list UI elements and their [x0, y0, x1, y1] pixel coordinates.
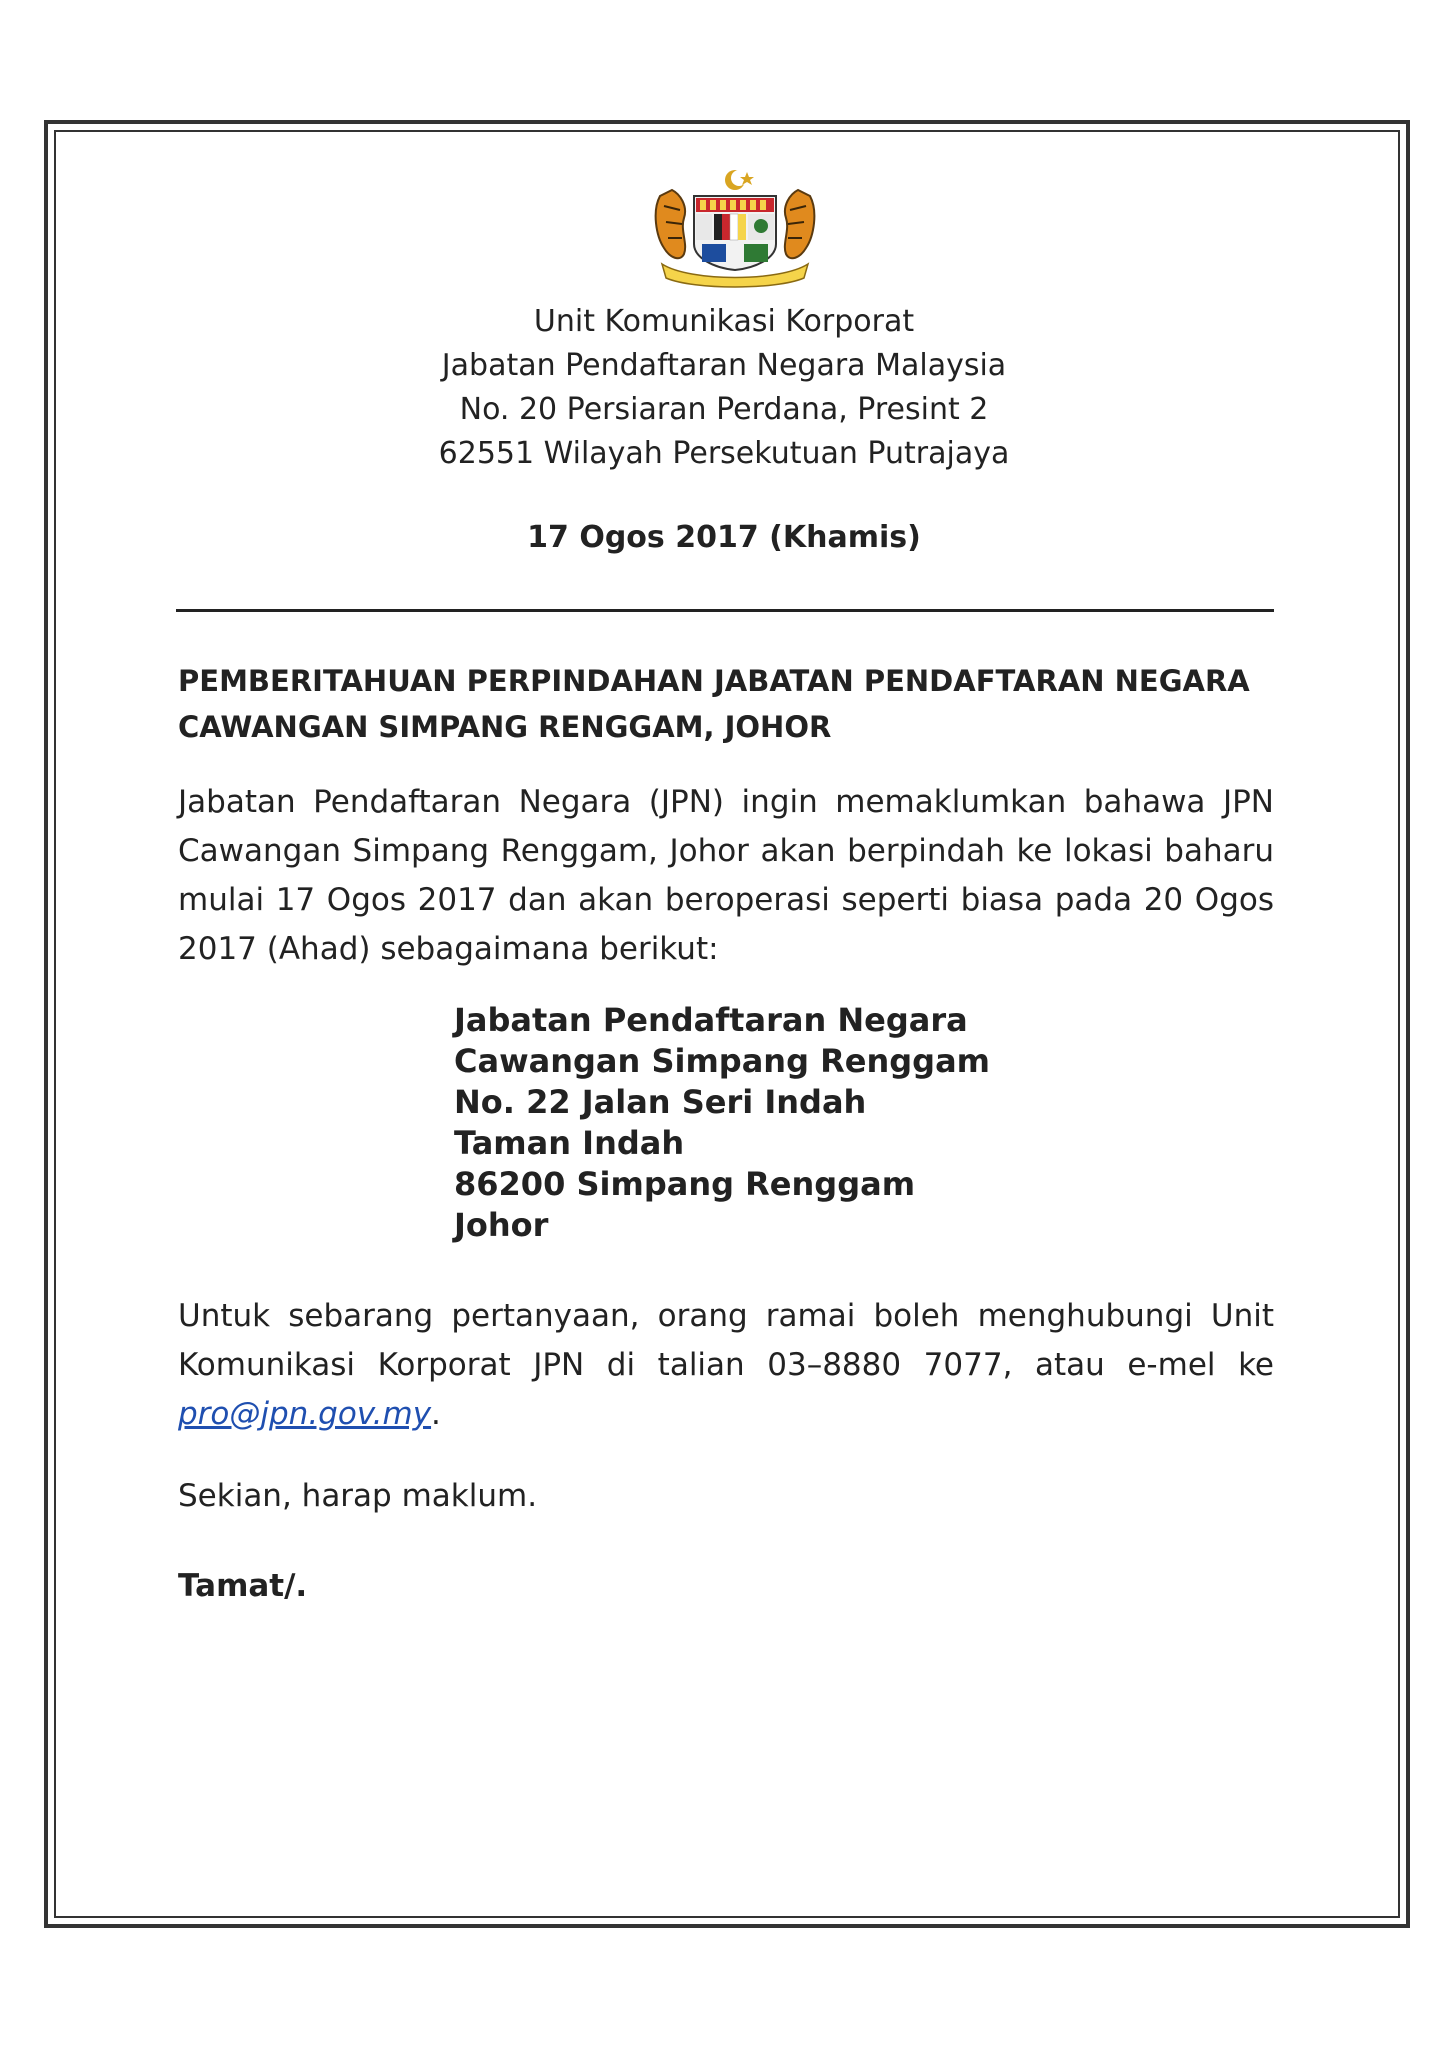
contact-paragraph [178, 1292, 1274, 1439]
new-address-block [454, 1000, 990, 1246]
announcement-paragraph: Jabatan Pendaftaran Negara (JPN) ingin memaklumkan bahawa JPN Cawangan Simpang Renggam, Johor akan berpindah ke lokasi baharu mulai 17 Ogos 2017 dan akan beroperasi seperti biasa pada 20 Ogos 2017 (Ahad) sebagaimana berikut: [178, 784, 1274, 967]
contact-text: Untuk sebarang pertanyaan, orang ramai boleh menghubungi Unit Komunikasi Korporat JPN di talian 03–8880 7077, atau e-mel ke [178, 1298, 1274, 1383]
notice-title [178, 658, 1274, 750]
header-line-street: No. 20 Persiaran Perdana, Presint 2 [459, 392, 989, 427]
contact-period: . [431, 1396, 441, 1432]
address-line: 86200 Simpang Renggam [454, 1165, 916, 1203]
address-line: Johor [454, 1206, 549, 1244]
address-line: Jabatan Pendaftaran Negara [454, 1001, 968, 1039]
coat-of-arms-logo [650, 166, 820, 292]
header-line-postcode: 62551 Wilayah Persekutuan Putrajaya [438, 436, 1010, 471]
address-line: Cawangan Simpang Renggam [454, 1042, 990, 1080]
email-link[interactable]: pro@jpn.gov.my [178, 1396, 432, 1432]
document-date: 17 Ogos 2017 (Khamis) [527, 520, 921, 555]
notice-title-line-1: PEMBERITAHUAN PERPINDAHAN JABATAN PENDAFTARAN NEGARA [178, 664, 1250, 698]
header-line-department: Jabatan Pendaftaran Negara Malaysia [441, 348, 1007, 383]
header-divider [176, 609, 1274, 612]
notice-title-line-2: CAWANGAN SIMPANG RENGGAM, JOHOR [178, 710, 832, 744]
closing-line: Sekian, harap maklum. [178, 1478, 538, 1514]
address-line: Taman Indah [454, 1124, 685, 1162]
end-marker: Tamat/. [178, 1568, 308, 1604]
letterhead [340, 300, 1108, 476]
header-line-unit: Unit Komunikasi Korporat [533, 304, 915, 339]
address-line: No. 22 Jalan Seri Indah [454, 1083, 867, 1121]
